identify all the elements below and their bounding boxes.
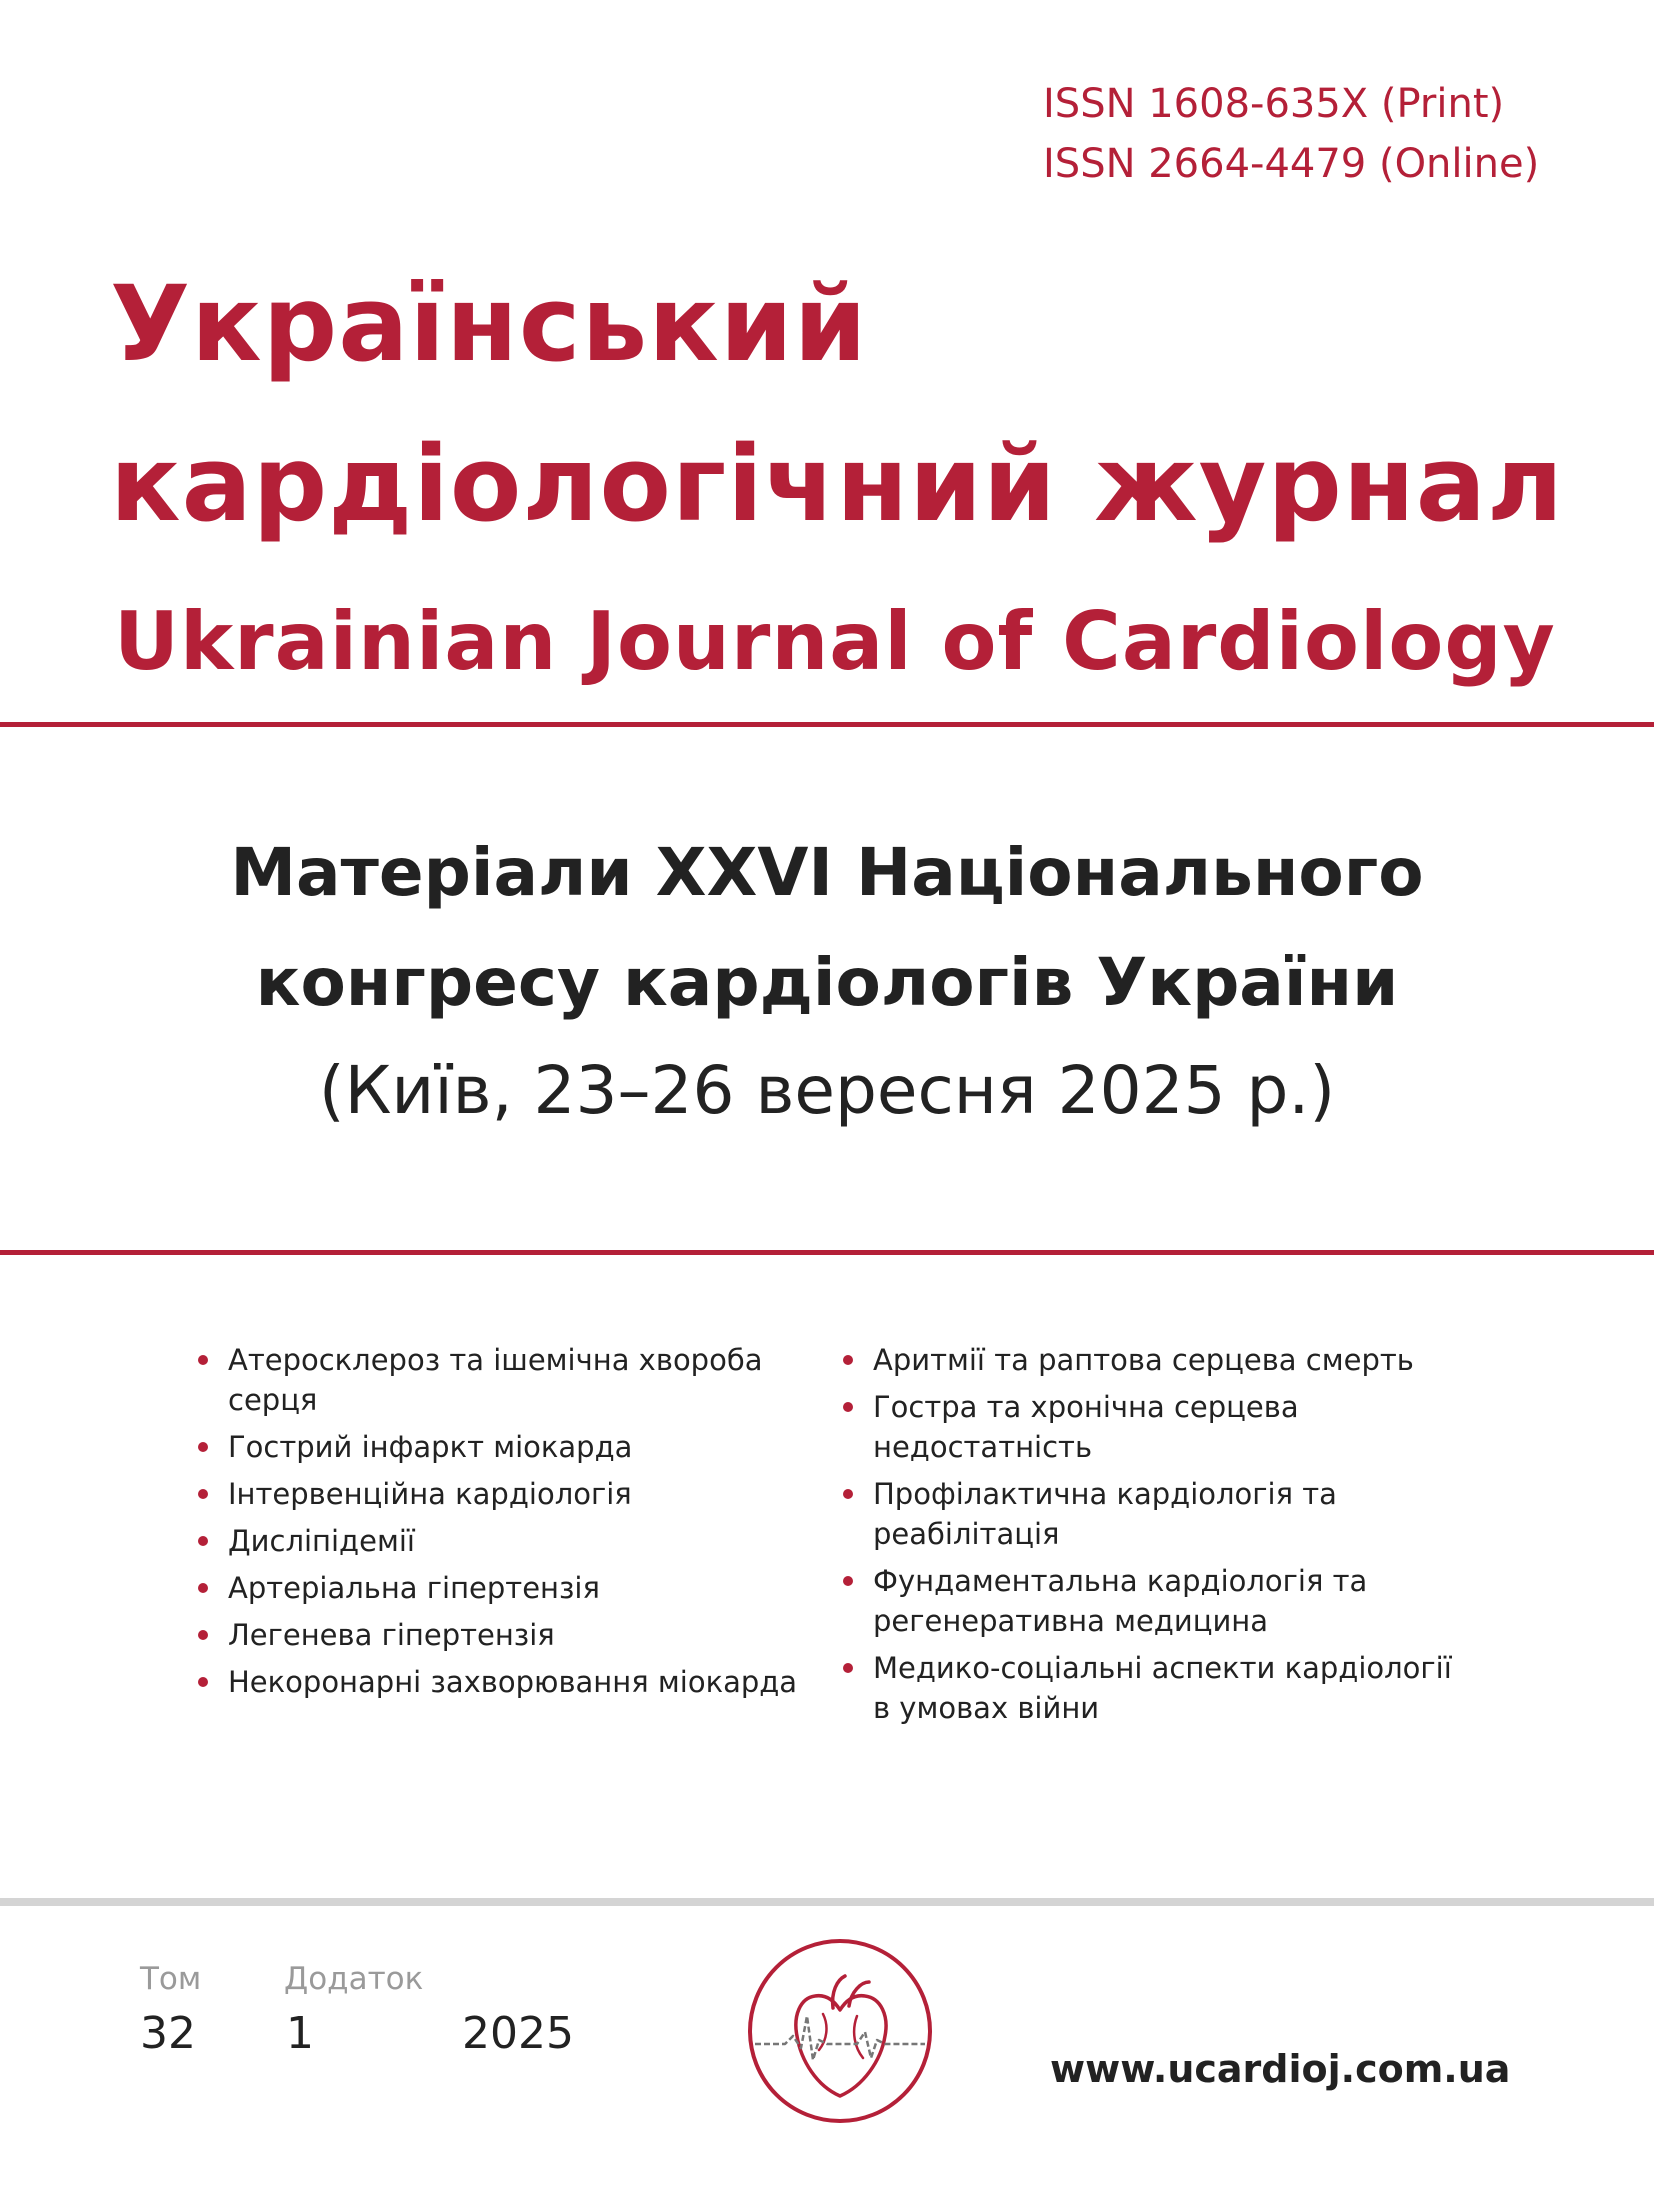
topic-label: Легенева гіпертензія: [228, 1618, 555, 1652]
supplement-value: 1: [286, 2008, 314, 2059]
topics-right-list: [843, 1340, 1463, 1735]
journal-title-en: Ukrainian Journal of Cardiology: [114, 595, 1556, 688]
topic-label: Фундаментальна кардіологія та регенеративна медицина: [873, 1564, 1368, 1638]
topic-item: [198, 1340, 838, 1420]
topic-label: Артеріальна гіпертензія: [228, 1571, 600, 1605]
heading-line2: конгресу кардіологів України: [255, 944, 1399, 1021]
topic-item: [198, 1521, 838, 1561]
bullet-icon: [843, 1663, 853, 1673]
topic-label: Некоронарні захворювання міокарда: [228, 1665, 798, 1699]
topic-label: Гострий інфаркт міокарда: [228, 1430, 633, 1464]
bullet-icon: [198, 1677, 208, 1687]
website-link[interactable]: www.ucardioj.com.ua: [1050, 2047, 1511, 2091]
year-value: 2025: [462, 2008, 574, 2059]
topic-item: [198, 1662, 838, 1702]
topic-label: Медико-соціальні аспекти кардіології в умовах війни: [873, 1651, 1452, 1725]
bullet-icon: [843, 1489, 853, 1499]
issn-print: ISSN 1608-635X (Print): [1043, 81, 1505, 127]
bullet-icon: [198, 1630, 208, 1640]
topic-item: [198, 1568, 838, 1608]
volume-label: Том: [140, 1961, 202, 1997]
topic-label: Атеросклероз та ішемічна хвороба серця: [228, 1343, 763, 1417]
topics-left-list: [198, 1340, 838, 1709]
top-divider: [0, 722, 1654, 727]
topic-label: Інтервенційна кардіологія: [228, 1477, 632, 1511]
bullet-icon: [843, 1402, 853, 1412]
volume-value: 32: [140, 2008, 196, 2059]
journal-title-ua-line1: Український: [110, 263, 868, 385]
bullet-icon: [198, 1355, 208, 1365]
bullet-icon: [843, 1576, 853, 1586]
heart-ecg-icon: [745, 1936, 935, 2126]
topic-item: [198, 1615, 838, 1655]
topic-item: [198, 1427, 838, 1467]
topic-label: Гостра та хронічна серцева недостатність: [873, 1390, 1299, 1464]
topic-item: [198, 1474, 838, 1514]
topic-item: [843, 1474, 1463, 1554]
bullet-icon: [198, 1583, 208, 1593]
bullet-icon: [198, 1536, 208, 1546]
middle-divider: [0, 1250, 1654, 1255]
topic-label: Профілактична кардіологія та реабілітація: [873, 1477, 1337, 1551]
bullet-icon: [198, 1489, 208, 1499]
bullet-icon: [843, 1355, 853, 1365]
issn-online: ISSN 2664-4479 (Online): [1043, 141, 1540, 187]
supplement-label: Додаток: [284, 1961, 424, 1997]
footer-divider: [0, 1898, 1654, 1906]
topic-label: Дисліпідемії: [228, 1524, 415, 1558]
topic-item: [843, 1387, 1463, 1467]
topic-item: [843, 1648, 1463, 1728]
topic-item: [843, 1340, 1463, 1380]
heading-line1: Матеріали XXVI Національного: [230, 834, 1424, 911]
topic-item: [843, 1561, 1463, 1641]
heading-line3: (Київ, 23–26 вересня 2025 р.): [318, 1052, 1336, 1129]
topic-label: Аритмії та раптова серцева смерть: [873, 1343, 1414, 1377]
journal-title-ua-line2: кардіологічний журнал: [110, 423, 1565, 545]
bullet-icon: [198, 1442, 208, 1452]
